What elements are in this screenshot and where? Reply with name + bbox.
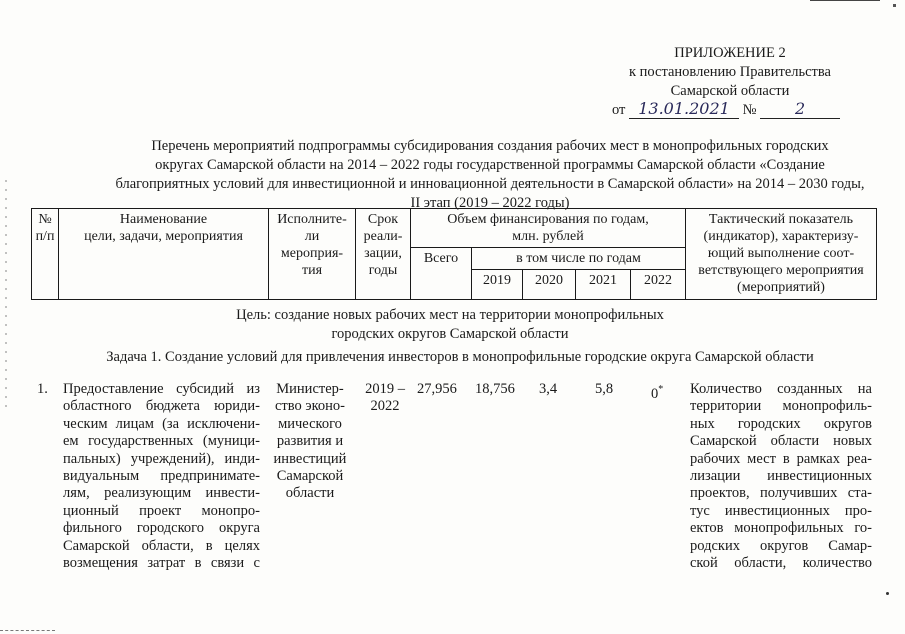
row-number: 1.: [37, 381, 48, 397]
appendix-title: ПРИЛОЖЕНИЕ 2: [674, 45, 786, 61]
appendix-block: [600, 44, 860, 101]
handwritten-date: 13.01.2021: [629, 99, 739, 119]
document-title: [90, 137, 890, 213]
col-year-header: 2021: [576, 270, 631, 300]
handwritten-number: 2: [760, 99, 840, 119]
header-table: [31, 208, 877, 300]
title-line: II этап (2019 – 2022 годы): [410, 195, 570, 211]
col-year-header: 2020: [523, 270, 576, 300]
task-heading: Задача 1. Создание условий для привлечения инвесторов в монопрофильные городские округа Самарской области: [106, 349, 814, 365]
scan-speck: [886, 592, 889, 595]
title-line: благоприятных условий для инвестиционной и инновационной деятельности в Самарской области» на 2014 – 2030 годы,: [115, 176, 865, 192]
from-label: от: [612, 102, 626, 118]
row-name: Предоставление субсидий из областного бюджета юриди- ческим лицам (за исключени- ем государственных (муници- пальных) учреждений), инди- видуальным предпринимате- лям, реализующим инвести- ционный проект монопро- фильного городского округа Самарской области, в целях возмещения затрат в связи с: [63, 381, 260, 572]
title-line: округах Самарской области на 2014 – 2022 годы государственной программы Самарской области «Создание: [155, 157, 825, 173]
col-num-header: № п/п: [32, 209, 59, 300]
title-line: Перечень мероприятий подпрограммы субсидирования создания рабочих мест в монопрофильных городских: [151, 138, 829, 154]
row-2021: 5,8: [595, 381, 614, 397]
col-indicator-header: Тактический показатель (индикатор), характеризу- ющий выполнение соот- ветствующего мероприятия (мероприятий): [686, 209, 877, 300]
goal-line: городских округов Самарской области: [331, 326, 569, 342]
col-by-years-header: в том числе по годам: [472, 248, 686, 270]
row-total: 27,956: [417, 381, 457, 397]
goal-heading: [200, 306, 700, 344]
scan-mark-bottom: [0, 630, 55, 632]
col-funding-header: Объем финансирования по годам, млн. рублей: [411, 209, 686, 248]
row-2020: 3,4: [539, 381, 558, 397]
col-name-header: Наименование цели, задачи, мероприятия: [59, 209, 269, 300]
appendix-region: Самарской области: [670, 83, 790, 99]
row-indicator: Количество созданных на территории монопрофиль- ных городских округов Самарской области новых рабочих мест в рамках реа- лизации инвестиционных проектов, получивших ста- тус инвестиционных про- ектов монопрофильных го- родских округов Самар- ской области, количество: [690, 381, 872, 572]
row-2022: 0*: [651, 384, 664, 402]
row-2019: 18,756: [475, 381, 515, 397]
col-term-header: Срок реали- зации, годы: [356, 209, 411, 300]
row-executor: Министер- ство эконо- мического развития и инвестиций Самарской области: [273, 381, 347, 502]
approval-date-row: [612, 99, 840, 119]
footnote-mark: *: [658, 384, 664, 395]
col-executor-header: Исполните- ли мероприя- тия: [269, 209, 356, 300]
scan-mark-top: [810, 0, 880, 2]
scan-dot: [893, 4, 896, 7]
appendix-resolution: к постановлению Правительства: [629, 64, 831, 80]
col-year-header: 2019: [472, 270, 523, 300]
row-term: 2019 – 2022: [365, 381, 405, 415]
goal-line: Цель: создание новых рабочих мест на территории монопрофильных: [236, 307, 664, 323]
scan-margin-marks: [5, 180, 7, 410]
col-total-header: Всего: [411, 248, 472, 300]
col-year-header: 2022: [631, 270, 686, 300]
number-label: №: [742, 102, 757, 118]
